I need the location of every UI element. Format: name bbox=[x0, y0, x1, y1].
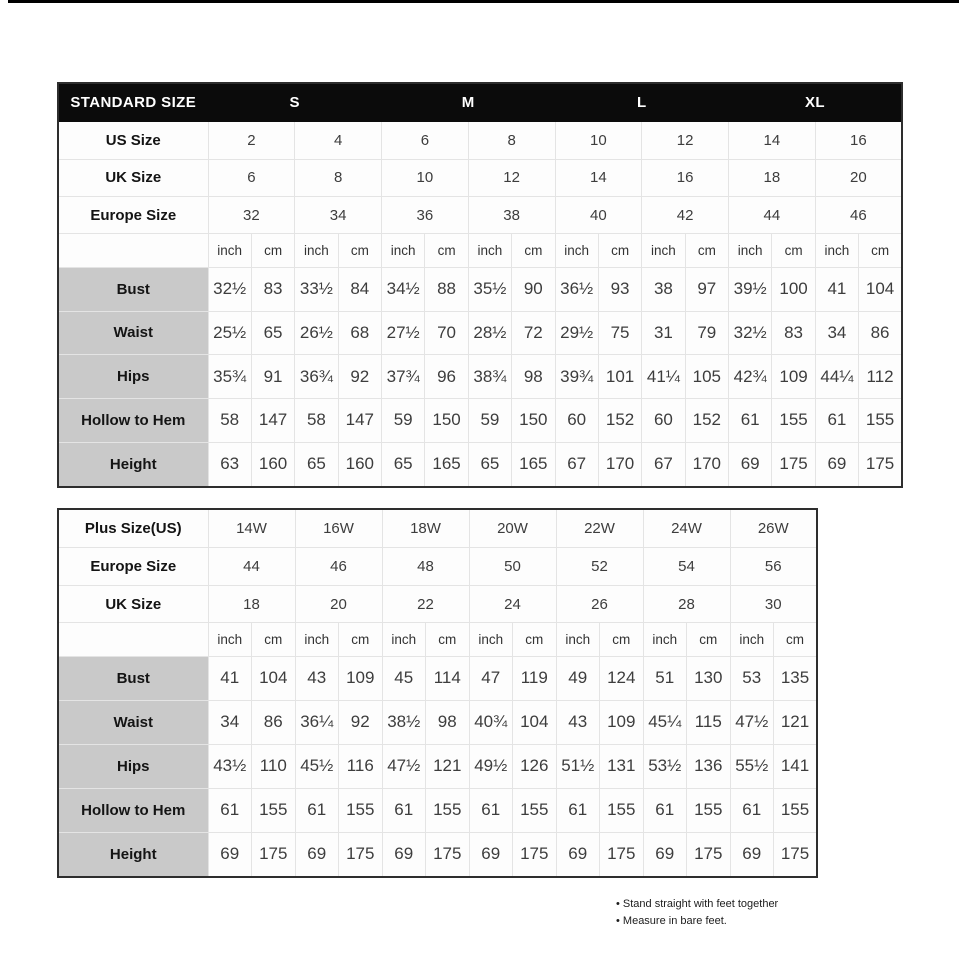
measure-value: 152 bbox=[598, 398, 641, 442]
row-label: US Size bbox=[58, 122, 208, 159]
measure-value: 92 bbox=[339, 700, 383, 744]
measure-value: 61 bbox=[643, 788, 687, 832]
measure-value: 152 bbox=[685, 398, 728, 442]
size-value: 24W bbox=[643, 509, 730, 548]
measure-value: 75 bbox=[598, 311, 641, 355]
measure-value: 61 bbox=[730, 788, 774, 832]
measure-value: 32½ bbox=[208, 267, 251, 311]
measure-value: 92 bbox=[338, 355, 381, 399]
unit-label: inch bbox=[730, 623, 774, 656]
size-group-header: XL bbox=[729, 83, 903, 122]
unit-label: inch bbox=[815, 234, 858, 267]
measure-value: 41 bbox=[815, 267, 858, 311]
measure-value: 84 bbox=[338, 267, 381, 311]
unit-label: cm bbox=[251, 234, 294, 267]
measure-value: 69 bbox=[643, 832, 687, 877]
measure-value: 165 bbox=[425, 442, 468, 487]
measure-value: 31 bbox=[642, 311, 685, 355]
measure-value: 35¾ bbox=[208, 355, 251, 399]
measure-value: 34 bbox=[208, 700, 252, 744]
measure-value: 170 bbox=[598, 442, 641, 487]
size-value: 50 bbox=[469, 548, 556, 586]
measure-value: 58 bbox=[208, 398, 251, 442]
measure-value: 38¾ bbox=[468, 355, 511, 399]
measure-value: 104 bbox=[859, 267, 902, 311]
row-label: Europe Size bbox=[58, 196, 208, 233]
size-value: 44 bbox=[208, 548, 295, 586]
size-group-header: L bbox=[555, 83, 729, 122]
measure-value: 86 bbox=[859, 311, 902, 355]
size-value: 8 bbox=[295, 159, 382, 196]
size-value: 4 bbox=[295, 122, 382, 159]
measure-value: 45½ bbox=[295, 744, 339, 788]
measure-value: 60 bbox=[642, 398, 685, 442]
measure-value: 36¾ bbox=[295, 355, 338, 399]
measure-value: 41¼ bbox=[642, 355, 685, 399]
size-value: 26W bbox=[730, 509, 817, 548]
measure-value: 65 bbox=[382, 442, 425, 487]
row-label: Hollow to Hem bbox=[58, 398, 208, 442]
measure-value: 60 bbox=[555, 398, 598, 442]
unit-label: cm bbox=[512, 234, 555, 267]
measure-value: 49 bbox=[556, 656, 600, 700]
measure-value: 130 bbox=[687, 656, 731, 700]
measure-value: 116 bbox=[339, 744, 383, 788]
size-value: 18 bbox=[729, 159, 816, 196]
row-label: UK Size bbox=[58, 159, 208, 196]
measure-value: 175 bbox=[859, 442, 902, 487]
measure-value: 175 bbox=[774, 832, 818, 877]
size-value: 44 bbox=[729, 196, 816, 233]
measure-value: 39½ bbox=[729, 267, 772, 311]
size-value: 8 bbox=[468, 122, 555, 159]
measure-value: 32½ bbox=[729, 311, 772, 355]
measure-value: 69 bbox=[815, 442, 858, 487]
size-value: 20 bbox=[815, 159, 902, 196]
measure-value: 44¼ bbox=[815, 355, 858, 399]
measure-value: 110 bbox=[252, 744, 296, 788]
measure-value: 165 bbox=[512, 442, 555, 487]
size-value: 24 bbox=[469, 585, 556, 623]
measure-value: 61 bbox=[295, 788, 339, 832]
measure-value: 175 bbox=[600, 832, 644, 877]
row-label: Waist bbox=[58, 700, 208, 744]
unit-row-label bbox=[58, 234, 208, 267]
size-value: 14 bbox=[729, 122, 816, 159]
size-value: 6 bbox=[382, 122, 469, 159]
size-value: 18W bbox=[382, 509, 469, 548]
measure-value: 175 bbox=[252, 832, 296, 877]
size-value: 12 bbox=[468, 159, 555, 196]
unit-label: cm bbox=[774, 623, 818, 656]
measure-value: 43½ bbox=[208, 744, 252, 788]
measure-value: 27½ bbox=[382, 311, 425, 355]
measure-value: 170 bbox=[685, 442, 728, 487]
size-value: 48 bbox=[382, 548, 469, 586]
size-value: 52 bbox=[556, 548, 643, 586]
measure-value: 155 bbox=[426, 788, 470, 832]
measure-value: 104 bbox=[252, 656, 296, 700]
unit-label: inch bbox=[382, 623, 426, 656]
measure-value: 160 bbox=[338, 442, 381, 487]
unit-label: inch bbox=[295, 234, 338, 267]
size-value: 10 bbox=[555, 122, 642, 159]
measure-value: 114 bbox=[426, 656, 470, 700]
measure-value: 53 bbox=[730, 656, 774, 700]
measure-value: 43 bbox=[295, 656, 339, 700]
unit-row-label bbox=[58, 623, 208, 656]
size-value: 12 bbox=[642, 122, 729, 159]
size-value: 46 bbox=[815, 196, 902, 233]
standard-size-table bbox=[57, 82, 903, 488]
size-value: 16W bbox=[295, 509, 382, 548]
measure-value: 147 bbox=[251, 398, 294, 442]
row-label: Bust bbox=[58, 656, 208, 700]
size-value: 54 bbox=[643, 548, 730, 586]
measure-value: 83 bbox=[772, 311, 815, 355]
measure-value: 150 bbox=[512, 398, 555, 442]
measure-value: 53½ bbox=[643, 744, 687, 788]
size-value: 36 bbox=[382, 196, 469, 233]
measure-value: 67 bbox=[642, 442, 685, 487]
measure-value: 72 bbox=[512, 311, 555, 355]
size-value: 42 bbox=[642, 196, 729, 233]
measure-value: 65 bbox=[468, 442, 511, 487]
measure-value: 175 bbox=[513, 832, 557, 877]
measure-value: 124 bbox=[600, 656, 644, 700]
measure-value: 83 bbox=[251, 267, 294, 311]
measure-value: 175 bbox=[687, 832, 731, 877]
measure-value: 155 bbox=[600, 788, 644, 832]
unit-label: inch bbox=[208, 234, 251, 267]
size-value: 30 bbox=[730, 585, 817, 623]
measure-value: 59 bbox=[468, 398, 511, 442]
measure-value: 43 bbox=[556, 700, 600, 744]
measure-value: 36¼ bbox=[295, 700, 339, 744]
unit-label: cm bbox=[426, 623, 470, 656]
unit-label: inch bbox=[382, 234, 425, 267]
measure-value: 98 bbox=[426, 700, 470, 744]
size-value: 46 bbox=[295, 548, 382, 586]
measure-value: 160 bbox=[251, 442, 294, 487]
measure-value: 61 bbox=[208, 788, 252, 832]
measure-value: 136 bbox=[687, 744, 731, 788]
unit-label: cm bbox=[425, 234, 468, 267]
measure-value: 61 bbox=[556, 788, 600, 832]
measure-value: 69 bbox=[382, 832, 426, 877]
measure-value: 40¾ bbox=[469, 700, 513, 744]
measure-value: 93 bbox=[598, 267, 641, 311]
size-value: 16 bbox=[642, 159, 729, 196]
unit-label: cm bbox=[513, 623, 557, 656]
size-value: 22 bbox=[382, 585, 469, 623]
measure-value: 58 bbox=[295, 398, 338, 442]
measure-value: 67 bbox=[555, 442, 598, 487]
measure-value: 34½ bbox=[382, 267, 425, 311]
standard-size-grid bbox=[57, 82, 903, 488]
measure-value: 155 bbox=[252, 788, 296, 832]
measure-value: 175 bbox=[426, 832, 470, 877]
measure-value: 39¾ bbox=[555, 355, 598, 399]
measure-value: 105 bbox=[685, 355, 728, 399]
unit-label: cm bbox=[338, 234, 381, 267]
measure-value: 175 bbox=[772, 442, 815, 487]
measure-value: 131 bbox=[600, 744, 644, 788]
size-value: 56 bbox=[730, 548, 817, 586]
measure-value: 69 bbox=[208, 832, 252, 877]
table-title: STANDARD SIZE bbox=[58, 83, 208, 122]
measure-value: 69 bbox=[295, 832, 339, 877]
measure-value: 47½ bbox=[730, 700, 774, 744]
size-value: 38 bbox=[468, 196, 555, 233]
measure-value: 91 bbox=[251, 355, 294, 399]
row-label: Height bbox=[58, 832, 208, 877]
row-label: Height bbox=[58, 442, 208, 487]
measure-value: 34 bbox=[815, 311, 858, 355]
size-value: 22W bbox=[556, 509, 643, 548]
measure-value: 119 bbox=[513, 656, 557, 700]
size-value: 28 bbox=[643, 585, 730, 623]
size-value: 40 bbox=[555, 196, 642, 233]
measure-value: 150 bbox=[425, 398, 468, 442]
measure-value: 155 bbox=[687, 788, 731, 832]
size-value: 18 bbox=[208, 585, 295, 623]
measure-value: 100 bbox=[772, 267, 815, 311]
size-group-header: S bbox=[208, 83, 382, 122]
measure-value: 155 bbox=[774, 788, 818, 832]
measure-value: 69 bbox=[730, 832, 774, 877]
measure-value: 37¾ bbox=[382, 355, 425, 399]
measure-value: 155 bbox=[772, 398, 815, 442]
unit-label: inch bbox=[729, 234, 772, 267]
measure-value: 38 bbox=[642, 267, 685, 311]
plus-size-grid bbox=[57, 508, 818, 878]
measure-value: 175 bbox=[339, 832, 383, 877]
measure-value: 65 bbox=[295, 442, 338, 487]
measure-value: 28½ bbox=[468, 311, 511, 355]
row-label: UK Size bbox=[58, 585, 208, 623]
size-value: 20W bbox=[469, 509, 556, 548]
size-value: 34 bbox=[295, 196, 382, 233]
measure-value: 49½ bbox=[469, 744, 513, 788]
measure-value: 45¼ bbox=[643, 700, 687, 744]
measure-value: 35½ bbox=[468, 267, 511, 311]
measure-value: 90 bbox=[512, 267, 555, 311]
measure-value: 59 bbox=[382, 398, 425, 442]
unit-label: cm bbox=[685, 234, 728, 267]
measure-value: 61 bbox=[815, 398, 858, 442]
measure-value: 79 bbox=[685, 311, 728, 355]
measure-value: 42¾ bbox=[729, 355, 772, 399]
unit-label: cm bbox=[339, 623, 383, 656]
unit-label: cm bbox=[772, 234, 815, 267]
measure-value: 86 bbox=[252, 700, 296, 744]
note-line: • Stand straight with feet together bbox=[616, 898, 779, 910]
measure-value: 101 bbox=[598, 355, 641, 399]
row-label: Plus Size(US) bbox=[58, 509, 208, 548]
measure-value: 68 bbox=[338, 311, 381, 355]
size-value: 14W bbox=[208, 509, 295, 548]
measure-value: 41 bbox=[208, 656, 252, 700]
size-group-header: M bbox=[382, 83, 556, 122]
measure-value: 97 bbox=[685, 267, 728, 311]
measure-value: 55½ bbox=[730, 744, 774, 788]
row-label: Bust bbox=[58, 267, 208, 311]
row-label: Waist bbox=[58, 311, 208, 355]
measure-value: 69 bbox=[469, 832, 513, 877]
measure-value: 70 bbox=[425, 311, 468, 355]
measure-value: 51 bbox=[643, 656, 687, 700]
unit-label: cm bbox=[687, 623, 731, 656]
unit-label: cm bbox=[598, 234, 641, 267]
unit-label: inch bbox=[642, 234, 685, 267]
measure-value: 115 bbox=[687, 700, 731, 744]
size-value: 10 bbox=[382, 159, 469, 196]
plus-size-table bbox=[57, 508, 818, 878]
measure-value: 63 bbox=[208, 442, 251, 487]
unit-label: inch bbox=[468, 234, 511, 267]
measure-value: 109 bbox=[772, 355, 815, 399]
measure-value: 61 bbox=[382, 788, 426, 832]
unit-label: inch bbox=[556, 623, 600, 656]
measure-value: 109 bbox=[600, 700, 644, 744]
measure-value: 65 bbox=[251, 311, 294, 355]
unit-label: inch bbox=[643, 623, 687, 656]
measure-value: 45 bbox=[382, 656, 426, 700]
size-value: 26 bbox=[556, 585, 643, 623]
measure-value: 51½ bbox=[556, 744, 600, 788]
measure-value: 121 bbox=[426, 744, 470, 788]
row-label: Europe Size bbox=[58, 548, 208, 586]
measure-value: 155 bbox=[339, 788, 383, 832]
measure-value: 104 bbox=[513, 700, 557, 744]
measure-value: 112 bbox=[859, 355, 902, 399]
note-line: • Measure in bare feet. bbox=[616, 915, 727, 927]
row-label: Hips bbox=[58, 744, 208, 788]
measure-value: 33½ bbox=[295, 267, 338, 311]
size-value: 2 bbox=[208, 122, 295, 159]
measure-value: 25½ bbox=[208, 311, 251, 355]
unit-label: inch bbox=[469, 623, 513, 656]
size-value: 6 bbox=[208, 159, 295, 196]
measure-value: 69 bbox=[556, 832, 600, 877]
measure-value: 126 bbox=[513, 744, 557, 788]
size-value: 14 bbox=[555, 159, 642, 196]
unit-label: cm bbox=[600, 623, 644, 656]
measure-value: 38½ bbox=[382, 700, 426, 744]
unit-label: inch bbox=[295, 623, 339, 656]
unit-label: cm bbox=[859, 234, 902, 267]
measure-value: 135 bbox=[774, 656, 818, 700]
measure-value: 36½ bbox=[555, 267, 598, 311]
measure-value: 98 bbox=[512, 355, 555, 399]
measurement-notes bbox=[616, 896, 778, 930]
size-value: 16 bbox=[815, 122, 902, 159]
measure-value: 29½ bbox=[555, 311, 598, 355]
unit-label: inch bbox=[555, 234, 598, 267]
measure-value: 155 bbox=[859, 398, 902, 442]
row-label: Hips bbox=[58, 355, 208, 399]
unit-label: inch bbox=[208, 623, 252, 656]
measure-value: 141 bbox=[774, 744, 818, 788]
measure-value: 88 bbox=[425, 267, 468, 311]
measure-value: 109 bbox=[339, 656, 383, 700]
measure-value: 47½ bbox=[382, 744, 426, 788]
measure-value: 155 bbox=[513, 788, 557, 832]
size-value: 32 bbox=[208, 196, 295, 233]
measure-value: 96 bbox=[425, 355, 468, 399]
row-label: Hollow to Hem bbox=[58, 788, 208, 832]
size-value: 20 bbox=[295, 585, 382, 623]
top-border-line bbox=[8, 0, 959, 3]
measure-value: 147 bbox=[338, 398, 381, 442]
measure-value: 26½ bbox=[295, 311, 338, 355]
measure-value: 61 bbox=[469, 788, 513, 832]
measure-value: 69 bbox=[729, 442, 772, 487]
unit-label: cm bbox=[252, 623, 296, 656]
measure-value: 61 bbox=[729, 398, 772, 442]
measure-value: 121 bbox=[774, 700, 818, 744]
measure-value: 47 bbox=[469, 656, 513, 700]
